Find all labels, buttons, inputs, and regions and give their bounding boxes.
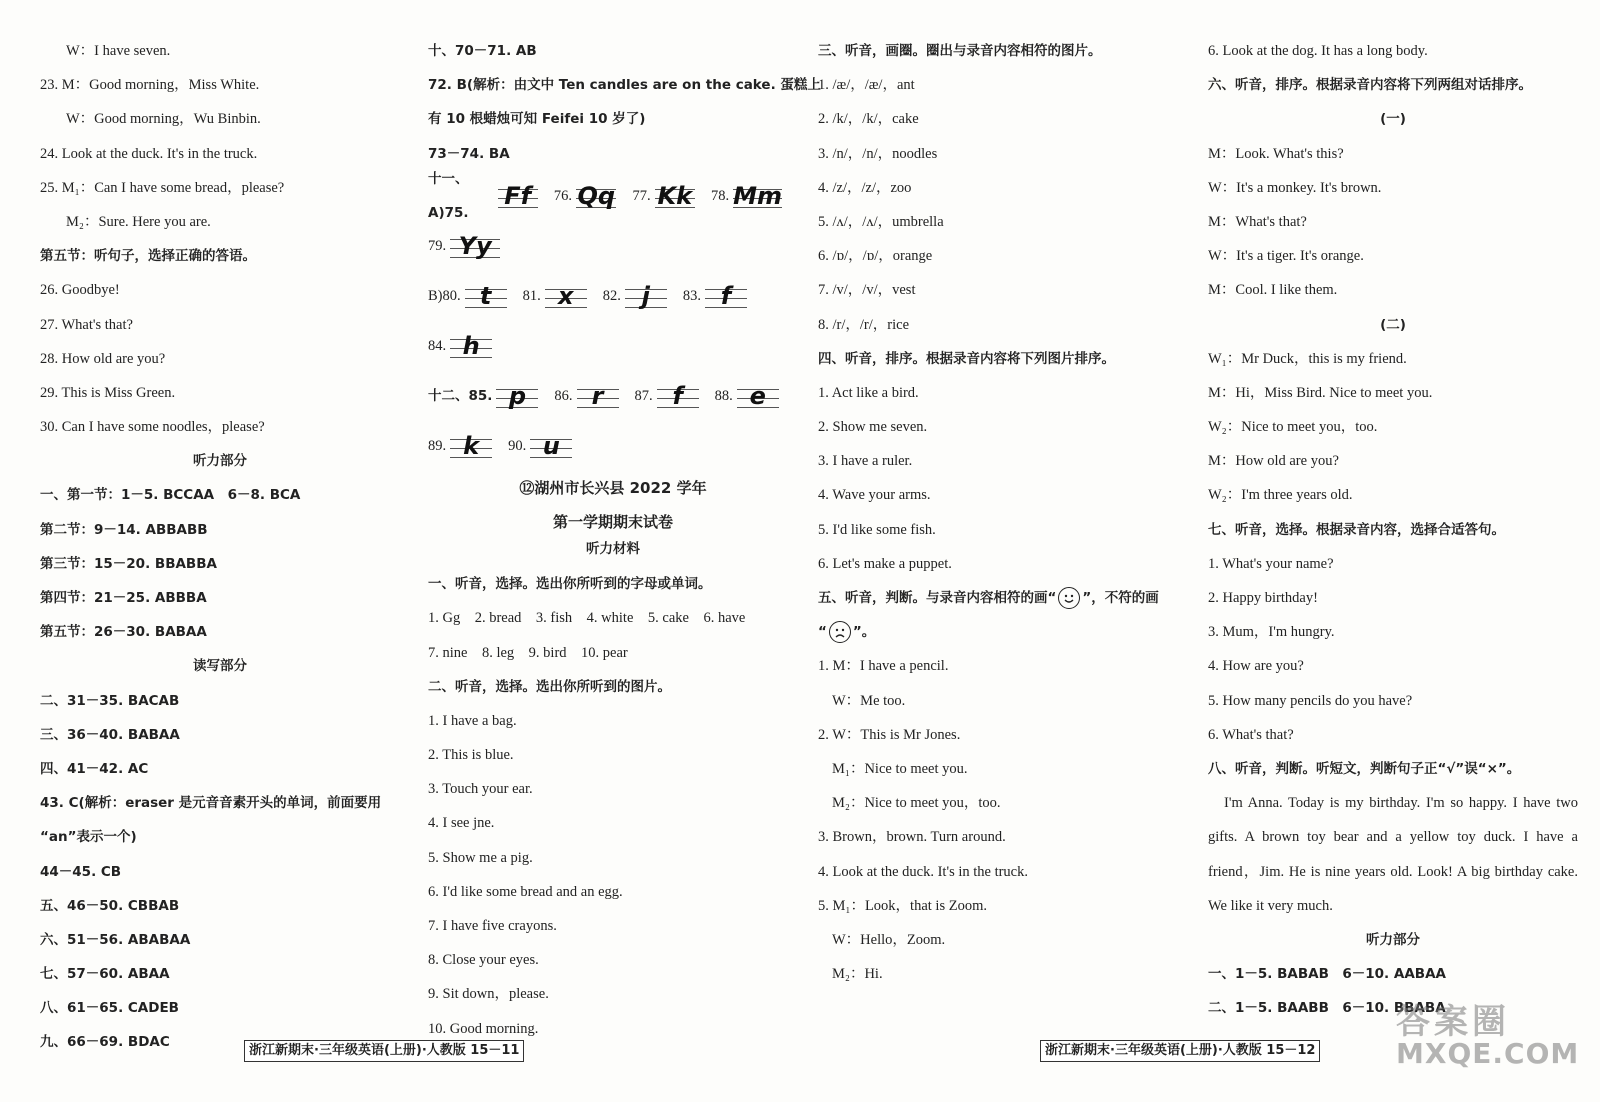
column-4 xyxy=(1208,34,1578,1026)
answer-line: 三、36－40. BABAA xyxy=(40,726,180,743)
text-line: 1. Gg 2. bread 3. fish 4. white 5. cake 6. have xyxy=(428,610,746,627)
answer-line: 四、41－42. AC xyxy=(40,760,149,777)
letter-row-4 xyxy=(428,321,798,371)
letter-row-label: B)80. xyxy=(428,287,461,304)
column-1 xyxy=(40,34,400,1060)
text-line: 7. nine 8. leg 9. bird 10. pear xyxy=(428,644,628,661)
answer-line: 73－74. BA xyxy=(428,145,510,162)
text-line: M：Cool. I like them. xyxy=(1208,282,1338,299)
text-line: M：Look. What's this? xyxy=(1208,145,1344,162)
section-heading: 第五节：听句子，选择正确的答语。 xyxy=(40,248,256,265)
answer-line: 二、1－5. BAABB 6－10. BBABA xyxy=(1208,1000,1446,1017)
letter-row-5 xyxy=(428,371,798,421)
text-line: 28. How old are you? xyxy=(40,350,166,367)
section-heading: 听力部分 xyxy=(1366,931,1420,948)
heading-part: ”，不符的画 xyxy=(1082,590,1159,606)
answer-line: 第五节：26－30. BABAA xyxy=(40,624,207,641)
text-line: M：What's that? xyxy=(1208,213,1307,230)
text-line: 10. Good morning. xyxy=(428,1020,539,1037)
letter-box: k xyxy=(450,431,492,461)
answer-line: 72. B(解析：由文中 Ten candles are on the cake. 蛋糕上 xyxy=(428,77,821,94)
letter-box: e xyxy=(737,381,779,411)
answer-line: 九、66－69. BDAC xyxy=(40,1034,170,1051)
letter-row-label: 十一、A)75. xyxy=(428,170,469,221)
exam-section: 听力材料 xyxy=(586,541,640,558)
group-label: (一) xyxy=(1380,111,1406,128)
section-heading: 读写部分 xyxy=(193,658,247,675)
text-line: M：Hi，Miss Bird. Nice to meet you. xyxy=(1208,384,1433,401)
letter-number: 78. xyxy=(710,187,730,204)
section-heading: 听力部分 xyxy=(193,453,247,470)
text-line: 7. I have five crayons. xyxy=(428,918,557,934)
text-line: 7. /v/，/v/，vest xyxy=(818,282,916,299)
letter-number: 76. xyxy=(553,187,573,204)
text-line: W：Me too. xyxy=(832,692,906,709)
text-line: 4. How are you? xyxy=(1208,658,1304,675)
text-line: 2. This is blue. xyxy=(428,747,514,764)
text-line: 8. Close your eyes. xyxy=(428,952,539,969)
answer-line: 43. C(解析：eraser 是元音音素开头的单词，前面要用 xyxy=(40,795,382,812)
text-line: M₂：Sure. Here you are. xyxy=(66,213,211,230)
text-line: 5. M₁：Look，that is Zoom. xyxy=(818,897,987,914)
answer-line: 44－45. CB xyxy=(40,863,122,880)
letter-box: t xyxy=(465,281,507,311)
letter-box: Kk xyxy=(655,181,695,211)
text-line: W：Good morning，Wu Binbin. xyxy=(66,111,261,128)
heading-part: ”。 xyxy=(852,624,876,641)
letter-number: 90. xyxy=(508,437,527,454)
letter-box: Qq xyxy=(577,181,616,210)
text-line: 5. How many pencils do you have? xyxy=(1208,692,1413,709)
text-line: 5. /ʌ/，/ʌ/，umbrella xyxy=(818,213,944,230)
letter-box: h xyxy=(450,331,492,361)
text-line: 1. What's your name? xyxy=(1208,555,1334,572)
exam-title: ⑫湖州市长兴县 2022 学年 xyxy=(519,478,707,497)
letter-number: 79. xyxy=(428,237,447,254)
text-line: 4. Look at the duck. It's in the truck. xyxy=(818,863,1028,880)
text-line: 3. I have a ruler. xyxy=(818,453,913,470)
answer-line: 第三节：15－20. BBABBA xyxy=(40,555,217,572)
text-line: 8. /r/，/r/，rice xyxy=(818,316,910,333)
letter-number: 81. xyxy=(522,287,541,304)
letter-box: Yy xyxy=(450,231,500,261)
answer-line: 有 10 根蜡烛可知 Feifei 10 岁了) xyxy=(428,111,646,128)
smiley-face-icon xyxy=(1058,587,1080,609)
text-line: 5. Show me a pig. xyxy=(428,849,533,866)
watermark-text: 答案圈 xyxy=(1396,1002,1510,1042)
page-footer-right: 浙江新期末·三年级英语(上册)·人教版 15－12 xyxy=(1040,1040,1320,1062)
text-line: 1. /æ/，/æ/，ant xyxy=(818,77,915,94)
text-line: 2. Show me seven. xyxy=(818,419,928,436)
section-heading-cont xyxy=(818,615,1188,649)
letter-row-label: 十二、85. xyxy=(428,387,493,404)
heading-part: 五、听音，判断。与录音内容相符的画“ xyxy=(818,590,1057,606)
answer-line: “an”表示一个) xyxy=(40,829,137,846)
text-line: 5. I'd like some fish. xyxy=(818,521,936,538)
letter-number: 88. xyxy=(714,387,733,404)
text-line: W₂：I'm three years old. xyxy=(1208,487,1353,504)
letter-number: 77. xyxy=(632,187,651,204)
answer-line: 七、57－60. ABAA xyxy=(40,966,170,983)
letter-number: 87. xyxy=(634,387,653,404)
watermark-logo xyxy=(1396,994,1580,1084)
heading-part: “ xyxy=(818,624,827,641)
text-line: 3. /n/，/n/，noodles xyxy=(818,145,938,162)
answer-line: 二、31－35. BACAB xyxy=(40,692,180,709)
section-heading: 七、听音，选择。根据录音内容，选择合适答句。 xyxy=(1208,521,1505,538)
letter-number: 82. xyxy=(602,287,621,304)
letter-number: 89. xyxy=(428,437,447,454)
section-heading: 一、听音，选择。选出你所听到的字母或单词。 xyxy=(428,576,712,593)
text-line: 6. /ɒ/，/ɒ/，orange xyxy=(818,248,933,265)
letter-number: 84. xyxy=(428,337,447,354)
letter-number: 86. xyxy=(554,387,573,404)
text-line: 9. Sit down，please. xyxy=(428,986,549,1003)
watermark-url: MXQE.COM xyxy=(1396,1037,1580,1070)
text-line: 24. Look at the duck. It's in the truck. xyxy=(40,145,258,162)
letter-row-1 xyxy=(428,171,798,221)
text-line: 2. /k/，/k/，cake xyxy=(818,111,919,128)
exam-subtitle: 第一学期期末试卷 xyxy=(552,512,673,531)
text-line: 4. I see jne. xyxy=(428,815,495,832)
section-heading: 八、听音，判断。听短文，判断句子正“√”误“×”。 xyxy=(1208,760,1521,777)
letter-row-3 xyxy=(428,271,798,321)
answer-line: 第二节：9－14. ABBABB xyxy=(40,521,208,538)
group-label: (二) xyxy=(1380,316,1406,333)
text-line: 6. Look at the dog. It has a long body. xyxy=(1208,43,1428,59)
text-line: 2. Happy birthday! xyxy=(1208,590,1318,606)
answer-line: 六、51－56. ABABAA xyxy=(40,931,191,948)
section-heading: 三、听音，画圈。圈出与录音内容相符的图片。 xyxy=(818,43,1102,59)
section-heading: 四、听音，排序。根据录音内容将下列图片排序。 xyxy=(818,350,1115,367)
text-line: W：I have seven. xyxy=(66,43,171,59)
text-line: M：How old are you? xyxy=(1208,453,1339,470)
letter-box: j xyxy=(625,281,667,311)
answer-line: 第四节：21－25. ABBBA xyxy=(40,590,207,606)
text-line: 3. Brown，brown. Turn around. xyxy=(818,829,1006,846)
letter-box: Mm xyxy=(733,181,782,210)
text-line: 4. /z/，/z/，zoo xyxy=(818,179,912,196)
text-line: 4. Wave your arms. xyxy=(818,487,931,504)
letter-box: u xyxy=(530,431,572,461)
sad-face-icon xyxy=(829,621,851,643)
text-line: 3. Mum，I'm hungry. xyxy=(1208,624,1335,641)
letter-box: Ff xyxy=(498,181,538,211)
text-line: 6. Let's make a puppet. xyxy=(818,555,952,572)
answer-line: 一、1－5. BABAB 6－10. AABAA xyxy=(1208,966,1446,983)
passage: I'm Anna. Today is my birthday. I'm so happy. I have two gifts. A brown toy bear and a yellow toy duck. I have a friend，Jim. He is nine years old. Look! A big birthday cake. We like it very much. xyxy=(1208,795,1578,914)
answer-line: 十、70－71. AB xyxy=(428,43,537,59)
answer-line: 八、61－65. CADEB xyxy=(40,1000,179,1017)
text-line: 6. What's that? xyxy=(1208,726,1294,743)
letter-number: 83. xyxy=(682,287,701,304)
text-line: W₁：Mr Duck，this is my friend. xyxy=(1208,350,1407,367)
column-2 xyxy=(428,34,821,1046)
letter-box: f xyxy=(657,381,699,411)
section-heading xyxy=(818,581,1188,615)
letter-box: f xyxy=(705,281,747,311)
text-line: 2. W：This is Mr Jones. xyxy=(818,726,961,743)
answer-line: 一、第一节：1－5. BCCAA 6－8. BCA xyxy=(40,487,301,504)
letter-box: r xyxy=(577,381,619,411)
text-line: M₂：Hi. xyxy=(832,966,883,983)
text-line: 1. Act like a bird. xyxy=(818,384,919,401)
letter-box: p xyxy=(496,381,538,411)
text-line: 26. Goodbye! xyxy=(40,282,120,299)
section-heading: 二、听音，选择。选出你所听到的图片。 xyxy=(428,678,671,695)
text-line: 25. M₁：Can I have some bread，please? xyxy=(40,179,285,196)
text-line: M₁：Nice to meet you. xyxy=(832,760,968,777)
text-line: 6. I'd like some bread and an egg. xyxy=(428,883,623,900)
text-line: W₂：Nice to meet you，too. xyxy=(1208,419,1378,436)
text-line: 30. Can I have some noodles，please? xyxy=(40,419,265,436)
text-line: W：Hello，Zoom. xyxy=(832,931,946,948)
letter-row-6 xyxy=(428,421,798,471)
text-line: W：It's a tiger. It's orange. xyxy=(1208,248,1364,265)
letter-box: x xyxy=(545,281,587,311)
text-line: 27. What's that? xyxy=(40,316,133,333)
text-line: 23. M：Good morning，Miss White. xyxy=(40,77,260,94)
text-line: 1. I have a bag. xyxy=(428,712,517,729)
text-line: M₂：Nice to meet you，too. xyxy=(832,795,1001,812)
section-heading: 六、听音，排序。根据录音内容将下列两组对话排序。 xyxy=(1208,77,1532,94)
text-line: W：It's a monkey. It's brown. xyxy=(1208,179,1382,196)
page-footer-left: 浙江新期末·三年级英语(上册)·人教版 15－11 xyxy=(244,1040,524,1062)
text-line: 3. Touch your ear. xyxy=(428,781,533,798)
text-line: 1. M：I have a pencil. xyxy=(818,658,949,675)
text-line: 29. This is Miss Green. xyxy=(40,384,176,401)
column-3 xyxy=(818,34,1188,991)
answer-line: 五、46－50. CBBAB xyxy=(40,897,180,914)
